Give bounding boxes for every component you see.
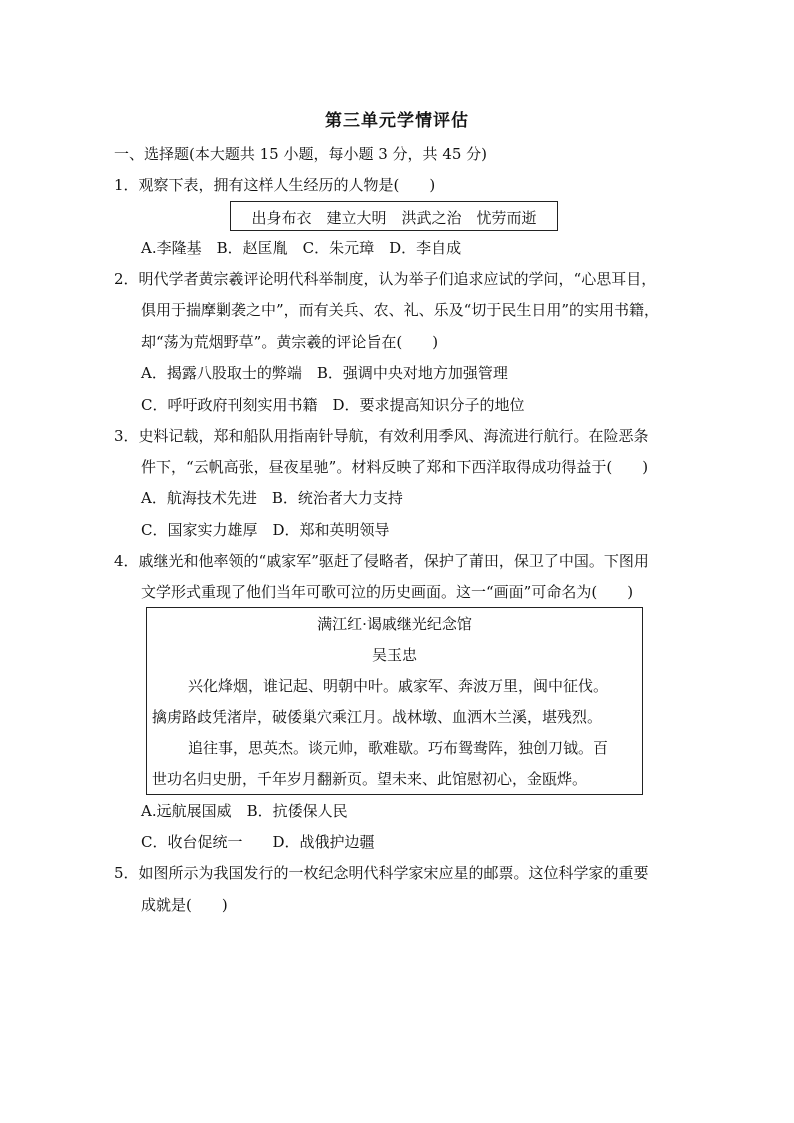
- q1-table: [230, 201, 558, 231]
- q2-stem-line2: 俱用于揣摩剿袭之中”，而有关兵、农、礼、乐及“切于民生日用”的实用书籍，: [141, 301, 660, 319]
- q3-options-cd: C．国家实力雄厚 D．郑和英明领导: [141, 521, 390, 539]
- q3-options-ab: A．航海技术先进 B．统治者大力支持: [141, 489, 403, 507]
- q4-poem-line4: 世功名归史册，千年岁月翻新页。望未来、此馆慰初心，金瓯烨。: [152, 770, 588, 788]
- q3-stem-line2: 件下，“云帆高张，昼夜星驰”。材料反映了郑和下西洋取得成功得益于( ): [141, 458, 649, 476]
- q2-stem-line1: 2．明代学者黄宗羲评论明代科举制度，认为举子们追求应试的学问，“心思耳目，: [114, 270, 657, 288]
- q2-options-cd: C．呼吁政府刊刻实用书籍 D．要求提高知识分子的地位: [141, 396, 525, 414]
- q1-table-text: 出身布衣 建立大明 洪武之治 忧劳而逝: [251, 209, 537, 227]
- q2-stem-line3: 却“荡为荒烟野草”。黄宗羲的评论旨在( ): [141, 333, 439, 351]
- q4-poem-line1: 兴化烽烟，谁记起、明朝中叶。戚家军、奔波万里，闽中征伐。: [188, 677, 609, 695]
- q4-poem-line3: 追往事，思英杰。谈元帅，歌难歇。巧布鸳鸯阵，独创刀钺。百: [188, 739, 609, 757]
- q5-stem-line2: 成就是( ): [141, 896, 228, 914]
- q1-options: A.李隆基 B．赵匡胤 C．朱元璋 D．李自成: [141, 239, 462, 257]
- q4-stem-line1: 4．戚继光和他率领的“戚家军”驱赶了侵略者，保护了莆田，保卫了中国。下图用: [114, 552, 649, 570]
- q4-poem-box: [146, 607, 643, 795]
- page-title: 第三单元学情评估: [325, 111, 469, 131]
- q1-stem: 1．观察下表，拥有这样人生经历的人物是( ): [114, 176, 436, 194]
- q5-stem-line1: 5．如图所示为我国发行的一枚纪念明代科学家宋应星的邮票。这位科学家的重要: [114, 864, 649, 882]
- q4-poem-title: 满江红·谒戚继光纪念馆: [317, 615, 472, 633]
- section-heading: 一、选择题(本大题共 15 小题，每小题 3 分，共 45 分): [114, 145, 488, 163]
- q4-stem-line2: 文学形式重现了他们当年可歌可泣的历史画面。这一“画面”可命名为( ): [141, 583, 634, 601]
- q4-options-cd: C．收台促统一 D．战俄护边疆: [141, 833, 375, 851]
- q2-options-ab: A．揭露八股取士的弊端 B．强调中央对地方加强管理: [141, 364, 508, 382]
- q4-poem-line2: 擒虏路歧凭渚岸，破倭巢穴乘江月。战林墩、血洒木兰溪，堪残烈。: [152, 708, 603, 726]
- q4-options-ab: A.远航展国威 B．抗倭保人民: [141, 802, 348, 820]
- q4-poem-author: 吴玉忠: [371, 646, 417, 664]
- q3-stem-line1: 3．史料记载，郑和船队用指南针导航，有效利用季风、海流进行航行。在险恶条: [114, 427, 649, 445]
